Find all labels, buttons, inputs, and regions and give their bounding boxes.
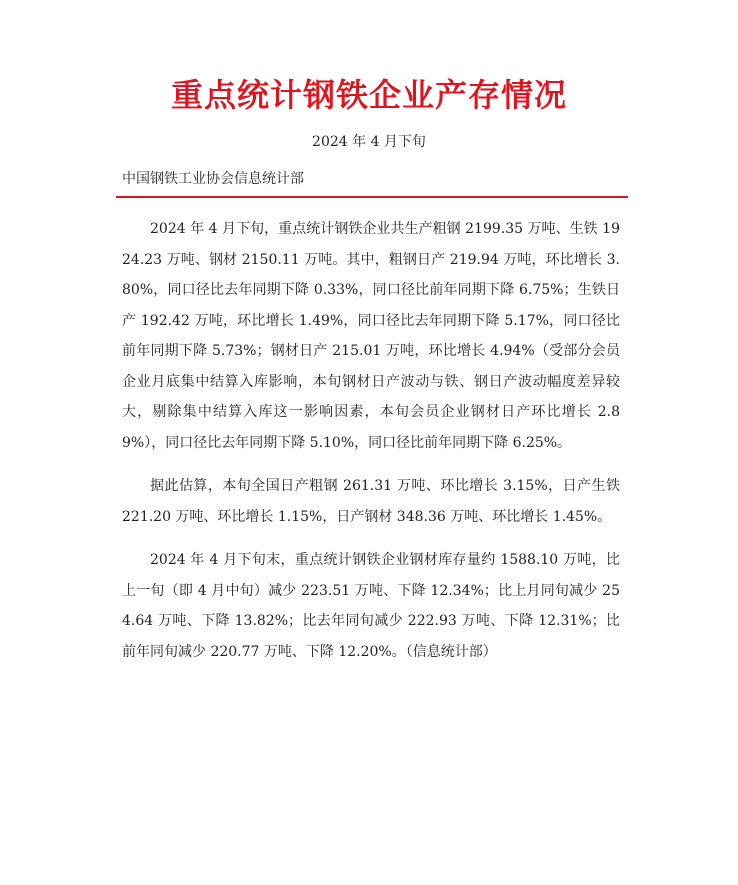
report-date: 2024 年 4 月下旬 (312, 134, 426, 150)
page-title: 重点统计钢铁企业产存情况 (170, 76, 567, 114)
department-name: 中国钢铁工业协会信息统计部 (122, 171, 304, 187)
paragraph-production: 2024 年 4 月下旬，重点统计钢铁企业共生产粗钢 2199.35 万吨、生铁 1924.23 万吨、钢材 2150.11 万吨。其中，粗钢日产 219.94 万吨，环比增长 3.80%，同口径比去年同期下降 0.33%，同口径比前年同期下降 6.75%；生铁日产 192.42 万吨，环比增长 1.49%，同口径比去年同期下降 5.17%，同口径比前年同期下降 5.73%；钢材日产 215.01 万吨，环比增长 4.94%（受部分会员企业月底集中结算入库影响，本旬钢材日产波动与铁、钢日产波动幅度差异较大，剔除集中结算入库这一影响因素，本旬会员企业钢材日产环比增长 2.89%），同口径比去年同期下降 5.10%，同口径比前年同期下降 6.25%。 (122, 221, 620, 451)
paragraph-inventory: 2024 年 4 月下旬末，重点统计钢铁企业钢材库存量约 1588.10 万吨，比上一旬（即 4 月中旬）减少 223.51 万吨、下降 12.34%；比上月同旬减少 254.64 万吨、下降 13.82%；比去年同旬减少 222.93 万吨、下降 12.31%；比前年同旬减少 220.77 万吨、下降 12.20%。（信息统计部） (122, 552, 620, 660)
header-divider (116, 196, 628, 198)
document-body (122, 214, 620, 680)
paragraph-national-estimate: 据此估算，本旬全国日产粗钢 261.31 万吨、环比增长 3.15%，日产生铁 221.20 万吨、环比增长 1.15%，日产钢材 348.36 万吨、环比增长 1.45%。 (122, 478, 620, 525)
